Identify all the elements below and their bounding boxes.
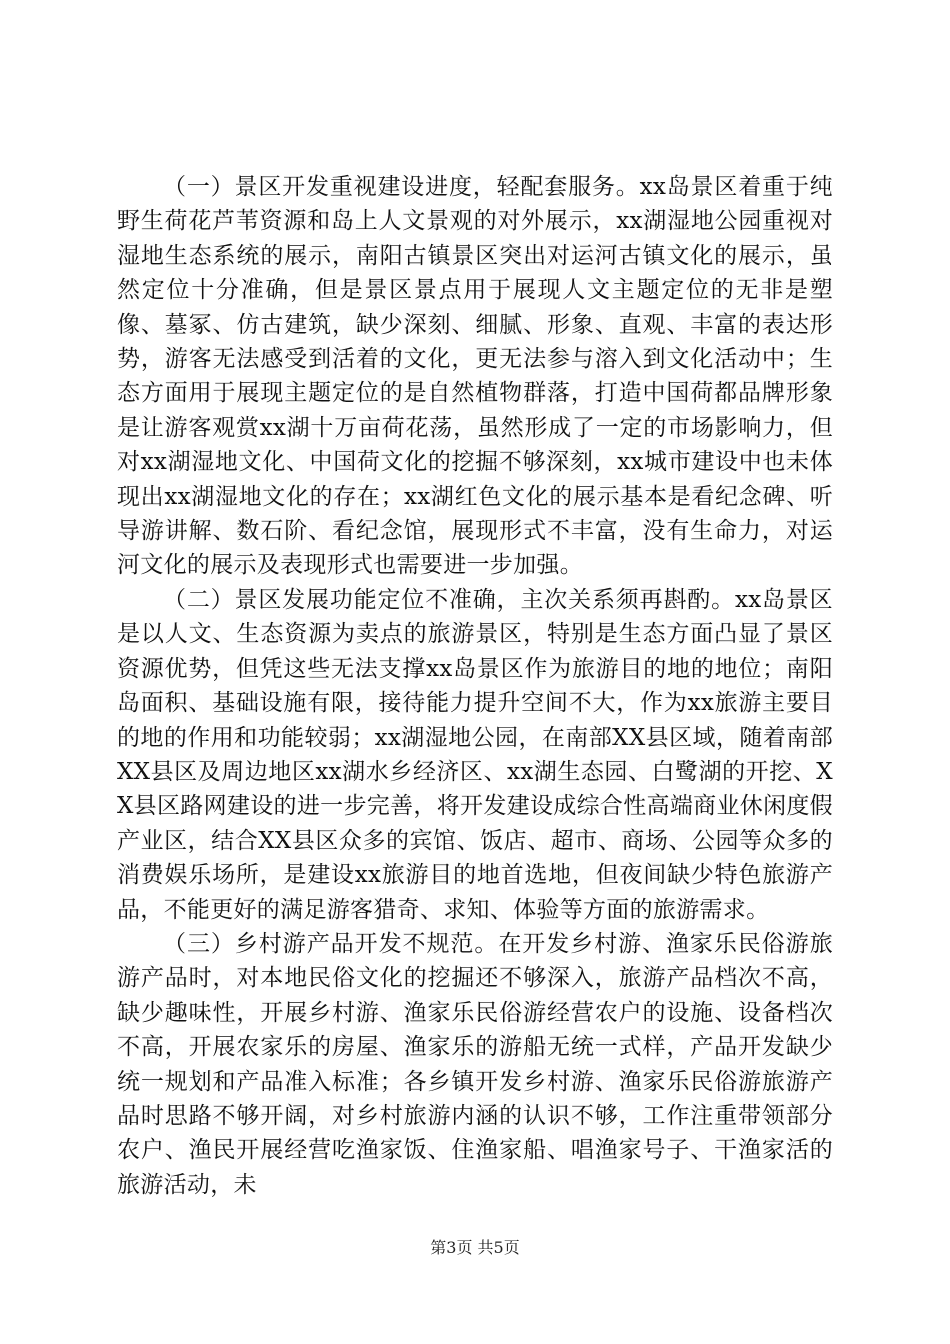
paragraph-3: （三）乡村游产品开发不规范。在开发乡村游、渔家乐民俗游旅游产品时，对本地民俗文化的挖掘还不够深入，旅游产品档次不高，缺少趣味性，开展乡村游、渔家乐民俗游经营农户的设施、设备档次不高，开展农家乐的房屋、渔家乐的游船无统一式样，产品开发缺少统一规划和产品准入标准；各乡镇开发乡村游、渔家乐民俗游旅游产品时思路不够开阔，对乡村旅游内涵的认识不够，工作注重带领部分农户、渔民开展经营吃渔家饭、住渔家船、唱渔家号子、干渔家活的旅游活动，未 bbox=[117, 930, 833, 1198]
paragraph-1: （一）景区开发重视建设进度，轻配套服务。xx岛景区着重于纯野生荷花芦苇资源和岛上人文景观的对外展示，xx湖湿地公园重视对湿地生态系统的展示，南阳古镇景区突出对运河古镇文化的展示，虽然定位十分准确，但是景区景点用于展现人文主题定位的无非是塑像、墓冢、仿古建筑，缺少深刻、细腻、形象、直观、丰富的表达形势，游客无法感受到活着的文化，更无法参与溶入到文化活动中；生态方面用于展现主题定位的是自然植物群落，打造中国荷都品牌形象是让游客观赏xx湖十万亩荷花荡，虽然形成了一定的市场影响力，但对xx湖湿地文化、中国荷文化的挖掘不够深刻，xx城市建设中也未体现出xx湖湿地文化的存在；xx湖红色文化的展示基本是看纪念碑、听导游讲解、数石阶、看纪念馆，展现形式不丰富，没有生命力，对运河文化的展示及表现形式也需要进一步加强。 bbox=[117, 174, 833, 579]
document-body bbox=[117, 170, 833, 1202]
page-number-footer: 第3页 共5页 bbox=[430, 1238, 520, 1257]
paragraph-2: （二）景区发展功能定位不准确，主次关系须再斟酌。xx岛景区是以人文、生态资源为卖点的旅游景区，特别是生态方面凸显了景区资源优势，但凭这些无法支撑xx岛景区作为旅游目的地的地位；南阳岛面积、基础设施有限，接待能力提升空间不大，作为xx旅游主要目的地的作用和功能较弱；xx湖湿地公园，在南部XX县区域，随着南部XX县区及周边地区xx湖水乡经济区、xx湖生态园、白鹭湖的开挖、XX县区路网建设的进一步完善，将开发建设成综合性高端商业休闲度假产业区，结合XX县区众多的宾馆、饭店、超市、商场、公园等众多的消费娱乐场所，是建设xx旅游目的地首选地，但夜间缺少特色旅游产品，不能更好的满足游客猎奇、求知、体验等方面的旅游需求。 bbox=[117, 586, 833, 923]
